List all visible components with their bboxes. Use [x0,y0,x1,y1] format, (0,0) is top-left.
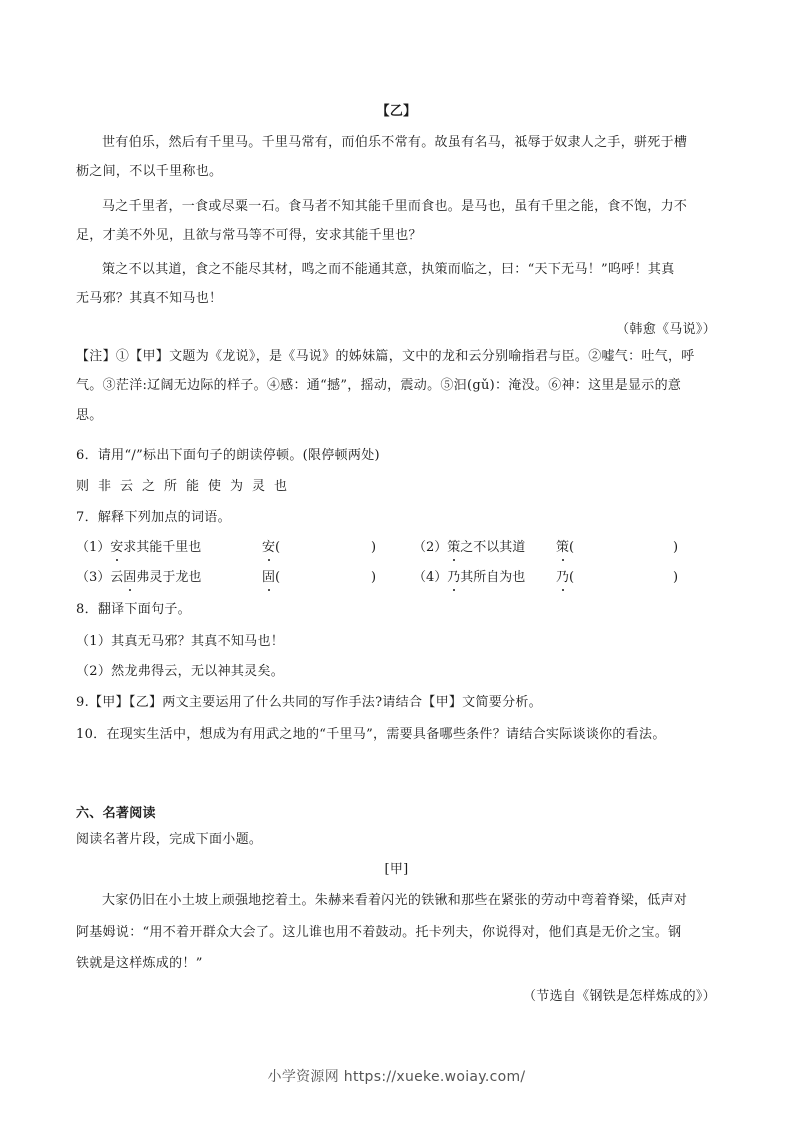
q7-item-4-text: 其所自为也 [460,570,526,585]
q8-item-2: （2）然龙弗得云，无以神其灵矣。 [76,664,285,679]
footer-watermark[interactable]: 小学资源网 https://xueke.woiay.com/ [267,1069,526,1085]
passage-yi-p1-line1: 世有伯乐，然后有千里马。千里马常有，而伯乐不常有。故虽有名马，祗辱于奴隶人之手，骈死于槽 [102,135,688,150]
q7-item-1-dotted-char: 安 [110,540,124,555]
q7-item-4-dotted-char: 乃 [447,570,461,585]
passage-yi-heading: 【乙】 [376,104,417,119]
q7-item-1-open-paren: ( [275,540,281,555]
q7-item-4-close-paren: ) [673,570,679,585]
q7-item-2-text: 之不以其道 [460,540,526,555]
q7-item-3 [76,570,201,586]
q7-item-2 [413,540,525,556]
q6-prompt: 6．请用“/”标出下面句子的朗读停顿。(限停顿两处) [76,448,380,463]
q7-item-3-dotted-char: 固 [123,570,137,585]
q7-item-1-close-paren: ) [371,540,377,555]
q7-item-4-open-paren: ( [569,570,575,585]
passage-yi-p3-line1: 策之不以其道，食之不能尽其材，鸣之而不能通其意，执策而临之，曰：“天下无马！”呜呼！其真 [102,262,675,277]
q7-item-3-text: 弗灵于龙也 [136,570,202,585]
notes-line-1: 【注】①【甲】文题为《龙说》，是《马说》的姊妹篇，文中的龙和云分别喻指君与臣。②嘘气：吐气，呼 [76,349,695,364]
q7-item-3-pre: 云 [110,570,124,585]
passage-yi-p3-line2: 无马邪？其真不知马也！ [76,291,223,306]
passage-jia-heading: [甲] [384,862,409,877]
q7-item-3-open-paren: ( [275,570,281,585]
q6-sentence: 则非云之所能使为灵也 [76,479,297,494]
q7-item-1-answer-char: 安 [262,540,276,555]
passage-yi-source: （韩愈《马说》） [616,322,716,337]
q7-item-1-text: 求其能千里也 [123,540,202,555]
q8-prompt: 8．翻译下面句子。 [76,602,191,617]
q10-prompt: 10．在现实生活中，想成为有用武之地的“千里马”，需要具备哪些条件？请结合实际谈谈你的看法。 [76,727,666,742]
passage-jia-line-1: 大家仍旧在小土坡上顽强地挖着土。朱赫来看着闪光的铁锹和那些在紧张的劳动中弯着脊梁，低声对 [102,893,688,908]
section-6-instruction: 阅读名著片段，完成下面小题。 [76,832,263,847]
q7-item-1 [76,540,201,556]
section-6-heading: 六、名著阅读 [76,806,156,821]
q7-item-1-num: （1） [76,540,111,555]
q7-item-4-answer-blank[interactable] [556,570,574,586]
q7-item-2-dotted-char: 策 [447,540,461,555]
q7-item-3-answer-blank[interactable] [262,570,280,586]
q7-item-2-open-paren: ( [569,540,575,555]
passage-jia-line-3: 铁就是这样炼成的！” [76,956,203,971]
q7-item-3-close-paren: ) [371,570,377,585]
q7-item-1-answer-blank[interactable] [262,540,280,556]
passage-jia-line-2: 阿基姆说：“用不着开群众大会了。这儿谁也用不着鼓动。托卡列夫，你说得对，他们真是无价之宝。钢 [76,925,682,940]
q7-item-2-close-paren: ) [673,540,679,555]
passage-yi-p2-line1: 马之千里者，一食或尽粟一石。食马者不知其能千里而食也。是马也，虽有千里之能，食不饱，力不 [102,199,688,214]
notes-line-2: 气。③茫洋:辽阔无边际的样子。④感：通“撼”，摇动，震动。⑤汩(gǔ)：淹没。⑥神：这里是显示的意 [76,378,682,393]
q7-item-3-answer-char: 固 [262,570,276,585]
q7-item-4-answer-char: 乃 [556,570,570,585]
q7-item-2-answer-char: 策 [556,540,570,555]
passage-jia-source: （节选自《钢铁是怎样炼成的》） [522,989,716,1004]
q7-item-2-num: （2） [413,540,448,555]
notes-line-3: 思。 [76,408,103,423]
q7-item-3-num: （3） [76,570,111,585]
q9-prompt: 9.【甲】【乙】两文主要运用了什么共同的写作手法?请结合【甲】文简要分析。 [76,695,542,710]
q8-item-1: （1）其真无马邪？其真不知马也！ [76,634,285,649]
passage-yi-p2-line2: 足，才美不外见，且欲与常马等不可得，安求其能千里也？ [76,228,422,243]
q7-item-4 [413,570,525,586]
q7-item-4-num: （4） [413,570,448,585]
q7-prompt: 7．解释下列加点的词语。 [76,510,231,525]
q7-item-2-answer-blank[interactable] [556,540,574,556]
passage-yi-p1-line2: 枥之间，不以千里称也。 [76,164,223,179]
